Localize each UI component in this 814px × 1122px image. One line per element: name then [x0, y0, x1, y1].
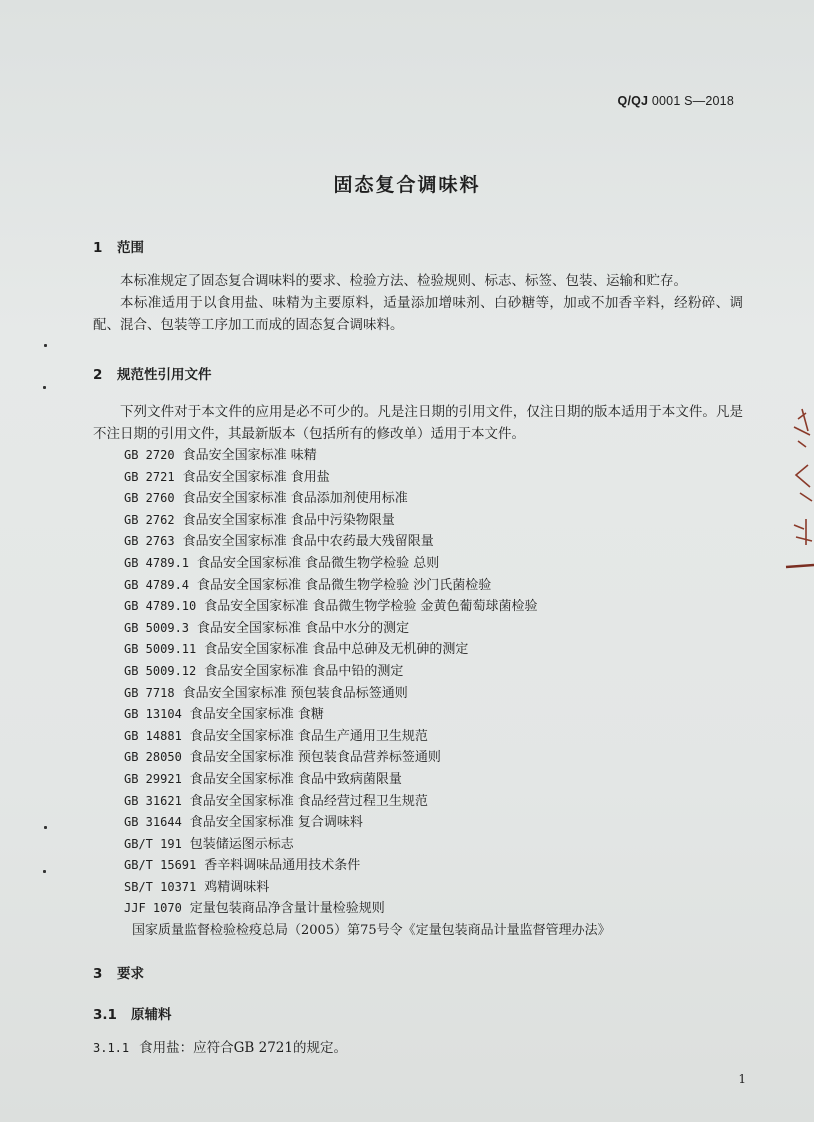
reference-item: GB 7718 食品安全国家标准 预包装食品标签通则 — [124, 685, 408, 701]
scan-speck — [43, 870, 46, 873]
reference-item: GB 2721 食品安全国家标准 食用盐 — [124, 469, 330, 485]
section-3-1-heading: 3.1 原辅料 — [93, 1007, 172, 1023]
reference-item: GB 14881 食品安全国家标准 食品生产通用卫生规范 — [124, 728, 428, 744]
standard-code: Q/QJ 0001 S—2018 — [617, 94, 734, 108]
scan-speck — [44, 826, 47, 829]
reference-item: GB 5009.11 食品安全国家标准 食品中总砷及无机砷的测定 — [124, 642, 469, 658]
scan-speck — [43, 386, 46, 389]
reference-item: GB 2760 食品安全国家标准 食品添加剂使用标准 — [124, 491, 408, 507]
scope-paragraph-1: 本标准规定了固态复合调味料的要求、检验方法、检验规则、标志、标签、包装、运输和贮存。 — [120, 273, 687, 289]
reference-item: GB 2762 食品安全国家标准 食品中污染物限量 — [124, 512, 395, 528]
reference-item: GB 4789.10 食品安全国家标准 食品微生物学检验 金黄色葡萄球菌检验 — [124, 599, 538, 615]
section-3-heading: 3 要求 — [93, 966, 144, 982]
reference-item: JJF 1070 定量包装商品净含量计量检验规则 — [124, 901, 385, 917]
reference-item: GB 4789.1 食品安全国家标准 食品微生物学检验 总则 — [124, 555, 440, 571]
reference-list — [124, 445, 611, 942]
reference-item: GB 29921 食品安全国家标准 食品中致病菌限量 — [124, 771, 402, 787]
references-intro: 下列文件对于本文件的应用是必不可少的。凡是注日期的引用文件，仅注日期的版本适用于本文件。凡是不注日期的引用文件，其最新版本（包括所有的修改单）适用于本文件。 — [93, 404, 743, 442]
reference-item: GB 5009.12 食品安全国家标准 食品中铅的测定 — [124, 663, 404, 679]
reference-item: GB 4789.4 食品安全国家标准 食品微生物学检验 沙门氏菌检验 — [124, 577, 492, 593]
reference-item: GB 2763 食品安全国家标准 食品中农药最大残留限量 — [124, 534, 434, 550]
reference-item: GB 31644 食品安全国家标准 复合调味料 — [124, 815, 363, 831]
reference-item: GB 5009.3 食品安全国家标准 食品中水分的测定 — [124, 620, 410, 636]
clause-3-1-1: 3.1.1 食用盐：应符合GB 2721的规定。 — [93, 1040, 347, 1056]
reference-item: GB 28050 食品安全国家标准 预包装食品营养标签通则 — [124, 750, 441, 766]
margin-handwriting-marks — [784, 405, 814, 585]
scope-paragraph-2: 本标准适用于以食用盐、味精为主要原料，适量添加增味剂、白砂糖等，加或不加香辛料，经粉碎、调配、混合、包装等工序加工而成的固态复合调味料。 — [93, 295, 743, 333]
section-2-heading: 2 规范性引用文件 — [93, 367, 212, 383]
reference-item: GB 13104 食品安全国家标准 食糖 — [124, 707, 324, 723]
reference-item: SB/T 10371 鸡精调味料 — [124, 879, 270, 895]
document-title: 固态复合调味料 — [333, 174, 481, 196]
reference-item: GB/T 191 包装储运图示标志 — [124, 836, 294, 852]
reference-item: GB 2720 食品安全国家标准 味精 — [124, 448, 317, 463]
page-number: 1 — [738, 1072, 746, 1086]
reference-item: 国家质量监督检验检疫总局（2005）第75号令《定量包装商品计量监督管理办法》 — [132, 923, 611, 939]
reference-item: GB 31621 食品安全国家标准 食品经营过程卫生规范 — [124, 793, 428, 809]
scan-speck — [44, 344, 47, 347]
section-1-heading: 1 范围 — [93, 240, 144, 256]
reference-item: GB/T 15691 香辛料调味品通用技术条件 — [124, 858, 361, 874]
